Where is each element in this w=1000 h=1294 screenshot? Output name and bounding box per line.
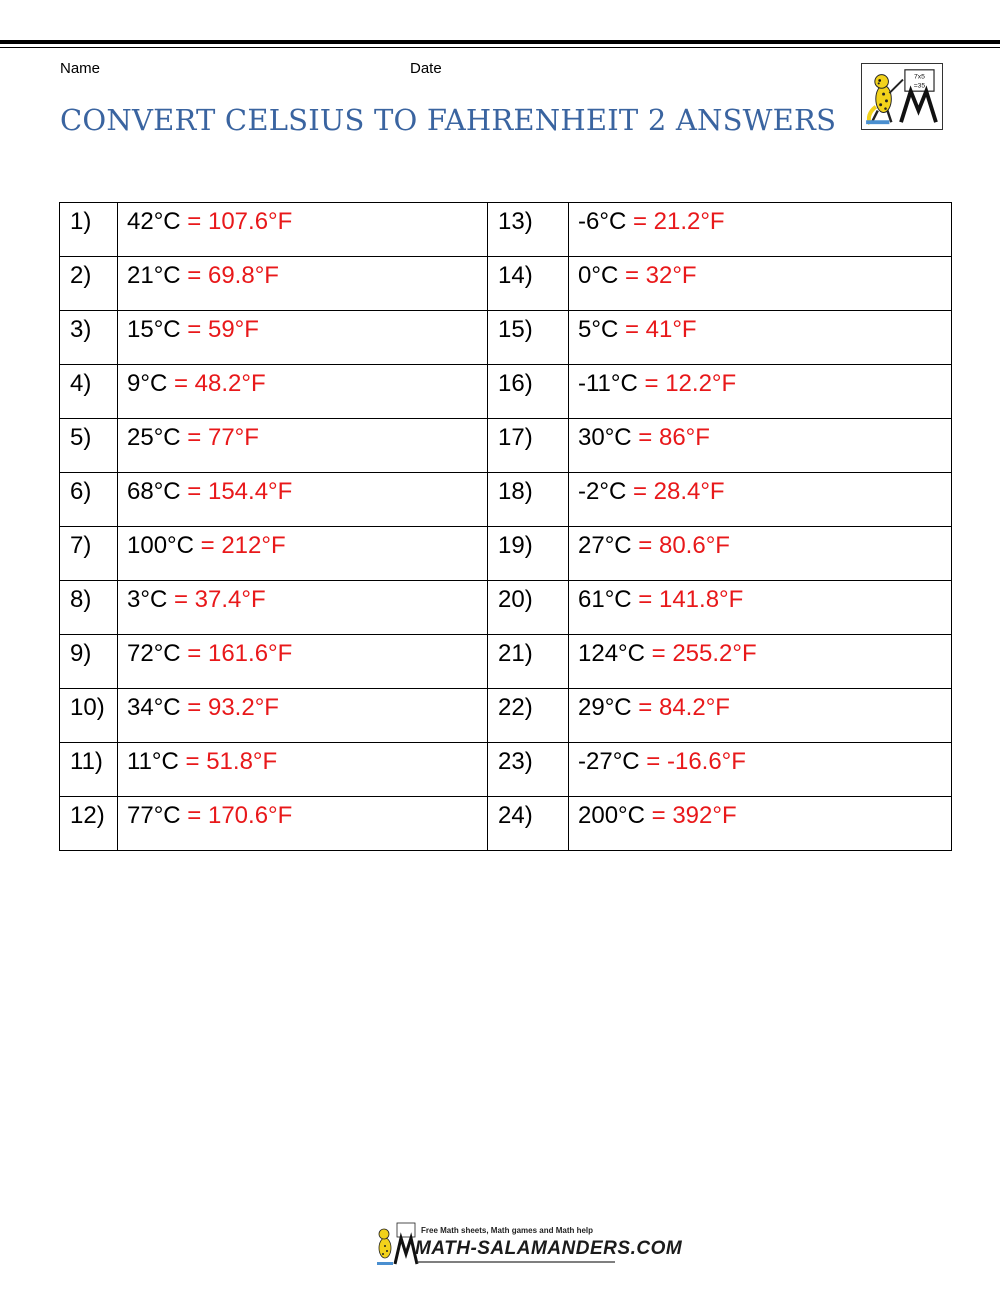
fahrenheit-answer: = 59°F xyxy=(187,316,259,343)
question-number: 13) xyxy=(488,203,569,257)
question-number: 3) xyxy=(60,311,118,365)
question-number: 18) xyxy=(488,473,569,527)
celsius-value: 30°C xyxy=(578,424,639,451)
question-number: 6) xyxy=(60,473,118,527)
question-number: 11) xyxy=(60,743,118,797)
fahrenheit-answer: = 28.4°F xyxy=(632,478,725,505)
celsius-value: 21°C xyxy=(127,262,188,289)
table-row xyxy=(60,473,952,527)
question-number: 8) xyxy=(60,581,118,635)
fahrenheit-answer: = 86°F xyxy=(638,424,710,451)
top-rule-thin xyxy=(0,47,1000,48)
question-cell xyxy=(569,689,952,743)
celsius-value: 61°C xyxy=(578,586,639,613)
question-cell xyxy=(569,797,952,851)
fahrenheit-answer: = 41°F xyxy=(624,316,697,343)
question-number: 21) xyxy=(488,635,569,689)
footer-logo xyxy=(375,1222,683,1268)
question-number: 12) xyxy=(60,797,118,851)
question-cell xyxy=(118,743,488,797)
question-number: 7) xyxy=(60,527,118,581)
question-cell xyxy=(569,635,952,689)
celsius-value: 72°C xyxy=(127,640,188,667)
footer-site-link[interactable]: MATH-SALAMANDERS.COM xyxy=(415,1238,683,1259)
fahrenheit-answer: = 51.8°F xyxy=(185,748,278,775)
question-cell xyxy=(118,311,488,365)
question-number: 19) xyxy=(488,527,569,581)
table-row xyxy=(60,311,952,365)
fahrenheit-answer: = 21.2°F xyxy=(632,208,725,235)
logo-text-bottom: =35 xyxy=(913,82,926,90)
question-number: 1) xyxy=(60,203,118,257)
celsius-value: 124°C xyxy=(578,640,652,667)
celsius-value: 77°C xyxy=(127,802,188,829)
question-cell xyxy=(569,473,952,527)
celsius-value: 3°C xyxy=(127,586,174,613)
footer-tagline: Free Math sheets, Math games and Math help xyxy=(421,1226,594,1235)
celsius-value: 27°C xyxy=(578,532,639,559)
celsius-value: -11°C xyxy=(578,370,645,397)
fahrenheit-answer: = -16.6°F xyxy=(646,748,746,775)
fahrenheit-answer: = 80.6°F xyxy=(638,532,730,559)
question-number: 16) xyxy=(488,365,569,419)
fahrenheit-answer: = 161.6°F xyxy=(187,640,293,667)
answers-table xyxy=(59,202,952,851)
table-row xyxy=(60,257,952,311)
logo-text-top: 7x5 xyxy=(913,73,925,81)
date-label: Date xyxy=(410,60,442,77)
celsius-value: 5°C xyxy=(578,316,625,343)
celsius-value: 25°C xyxy=(127,424,188,451)
question-cell xyxy=(118,527,488,581)
question-cell xyxy=(569,419,952,473)
question-number: 2) xyxy=(60,257,118,311)
name-label: Name xyxy=(60,60,101,77)
fahrenheit-answer: = 141.8°F xyxy=(638,586,744,613)
question-number: 9) xyxy=(60,635,118,689)
celsius-value: 15°C xyxy=(127,316,188,343)
question-number: 17) xyxy=(488,419,569,473)
question-cell xyxy=(118,635,488,689)
question-cell xyxy=(118,473,488,527)
fahrenheit-answer: = 154.4°F xyxy=(187,478,293,505)
fahrenheit-answer: = 170.6°F xyxy=(187,802,293,829)
question-number: 10) xyxy=(60,689,118,743)
question-cell xyxy=(569,311,952,365)
question-cell xyxy=(118,689,488,743)
celsius-value: -2°C xyxy=(578,478,633,505)
question-number: 5) xyxy=(60,419,118,473)
table-row xyxy=(60,689,952,743)
question-cell xyxy=(118,365,488,419)
fahrenheit-answer: = 12.2°F xyxy=(644,370,737,397)
question-cell xyxy=(569,743,952,797)
question-cell xyxy=(569,203,952,257)
table-row xyxy=(60,635,952,689)
answers-table-body xyxy=(60,203,952,851)
page-title: CONVERT CELSIUS TO FAHRENHEIT 2 ANSWERS xyxy=(60,103,837,137)
celsius-value: 34°C xyxy=(127,694,188,721)
fahrenheit-answer: = 32°F xyxy=(624,262,697,289)
question-cell xyxy=(118,797,488,851)
salamander-logo-icon xyxy=(861,63,943,130)
question-number: 23) xyxy=(488,743,569,797)
question-number: 20) xyxy=(488,581,569,635)
fahrenheit-answer: = 212°F xyxy=(200,532,286,559)
fahrenheit-answer: = 69.8°F xyxy=(187,262,279,289)
table-row xyxy=(60,365,952,419)
table-row xyxy=(60,527,952,581)
table-row xyxy=(60,797,952,851)
table-row xyxy=(60,581,952,635)
celsius-value: 9°C xyxy=(127,370,174,397)
fahrenheit-answer: = 84.2°F xyxy=(638,694,730,721)
fahrenheit-answer: = 48.2°F xyxy=(173,370,266,397)
celsius-value: 0°C xyxy=(578,262,625,289)
question-cell xyxy=(569,527,952,581)
fahrenheit-answer: = 392°F xyxy=(651,802,737,829)
celsius-value: 100°C xyxy=(127,532,201,559)
celsius-value: 68°C xyxy=(127,478,188,505)
fahrenheit-answer: = 255.2°F xyxy=(651,640,757,667)
fahrenheit-answer: = 93.2°F xyxy=(187,694,279,721)
celsius-value: -6°C xyxy=(578,208,633,235)
celsius-value: 11°C xyxy=(127,748,186,775)
fahrenheit-answer: = 77°F xyxy=(187,424,259,451)
table-row xyxy=(60,203,952,257)
fahrenheit-answer: = 37.4°F xyxy=(173,586,266,613)
top-rule xyxy=(0,40,1000,44)
question-cell xyxy=(569,257,952,311)
question-number: 15) xyxy=(488,311,569,365)
salamander-logo-graphic xyxy=(862,64,942,129)
celsius-value: 42°C xyxy=(127,208,188,235)
question-cell xyxy=(118,257,488,311)
question-cell xyxy=(569,365,952,419)
table-row xyxy=(60,419,952,473)
question-cell xyxy=(118,419,488,473)
celsius-value: 200°C xyxy=(578,802,652,829)
question-number: 24) xyxy=(488,797,569,851)
question-cell xyxy=(118,203,488,257)
celsius-value: 29°C xyxy=(578,694,639,721)
question-cell xyxy=(569,581,952,635)
fahrenheit-answer: = 107.6°F xyxy=(187,208,293,235)
table-row xyxy=(60,743,952,797)
celsius-value: -27°C xyxy=(578,748,647,775)
question-number: 22) xyxy=(488,689,569,743)
question-number: 14) xyxy=(488,257,569,311)
question-cell xyxy=(118,581,488,635)
question-number: 4) xyxy=(60,365,118,419)
